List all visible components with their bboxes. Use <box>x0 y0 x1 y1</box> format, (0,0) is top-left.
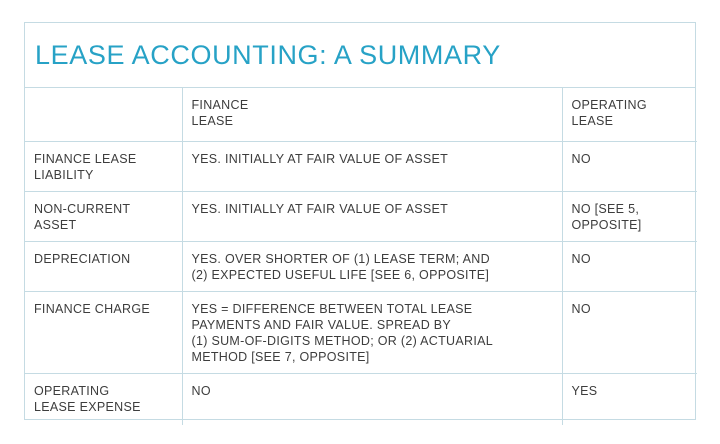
operating-lease-cell: NO [SEE 5, OPPOSITE] <box>562 192 697 242</box>
header-operating-lease: OPERATING LEASE <box>562 88 697 142</box>
finance-lease-cell: YES = DIFFERENCE BETWEEN TOTAL LEASE PAYMENTS AND FAIR VALUE. SPREAD BY (1) SUM-OF-DIGITS METHOD; OR (2) ACTUARIAL METHOD [SEE 7, OPPOSITE] <box>182 292 562 374</box>
operating-lease-cell: NO <box>562 142 697 192</box>
row-label: DEPRECIATION <box>25 242 182 292</box>
page-title: LEASE ACCOUNTING: A SUMMARY <box>35 39 501 70</box>
title-bar <box>25 23 695 88</box>
table-row <box>25 192 697 242</box>
row-label: OPERATING LEASE EXPENSE <box>25 374 182 426</box>
finance-lease-cell: YES. OVER SHORTER OF (1) LEASE TERM; AND (2) EXPECTED USEFUL LIFE [SEE 6, OPPOSITE] <box>182 242 562 292</box>
finance-lease-cell: NO <box>182 374 562 426</box>
finance-lease-cell: YES. INITIALLY AT FAIR VALUE OF ASSET <box>182 142 562 192</box>
table-header-row <box>25 88 697 142</box>
row-label: FINANCE LEASE LIABILITY <box>25 142 182 192</box>
header-empty-cell <box>25 88 182 142</box>
row-label: FINANCE CHARGE <box>25 292 182 374</box>
header-finance-lease: FINANCE LEASE <box>182 88 562 142</box>
summary-panel <box>24 22 696 420</box>
table-row <box>25 242 697 292</box>
row-label: NON-CURRENT ASSET <box>25 192 182 242</box>
table-row <box>25 292 697 374</box>
operating-lease-cell: NO <box>562 242 697 292</box>
lease-summary-table <box>25 88 697 425</box>
table-row <box>25 142 697 192</box>
operating-lease-cell: YES <box>562 374 697 426</box>
table-row <box>25 374 697 426</box>
finance-lease-cell: YES. INITIALLY AT FAIR VALUE OF ASSET <box>182 192 562 242</box>
operating-lease-cell: NO <box>562 292 697 374</box>
